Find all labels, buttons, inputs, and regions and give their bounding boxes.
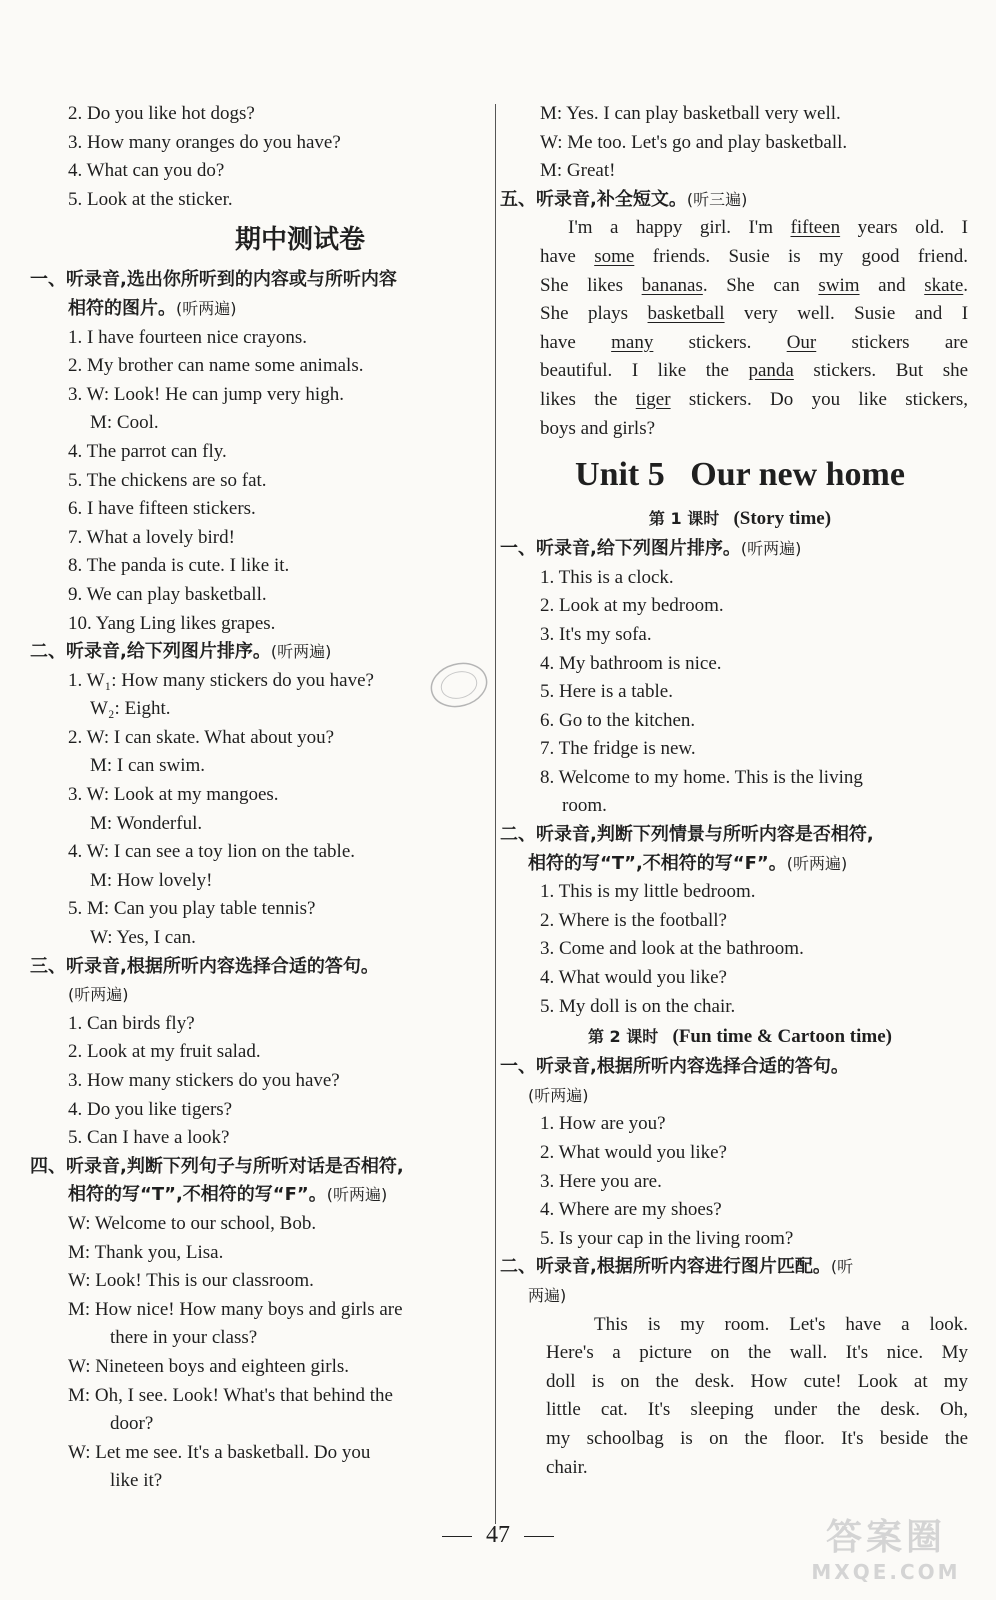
page-number: 47: [0, 1522, 996, 1549]
dialog-line: W: Me too. Let's go and play basketball.: [540, 131, 848, 153]
list-item: 3. W: Look at my mangoes.: [68, 784, 279, 806]
list-item: 1. I have fourteen nice crayons.: [68, 326, 307, 348]
list-item: 2. My brother can name some animals.: [68, 355, 364, 377]
watermark-text: 答案圈: [825, 1517, 946, 1558]
section-note: 两遍): [528, 1285, 567, 1305]
list-item: 4. My bathroom is nice.: [540, 652, 722, 674]
list-item: 4. What would you like?: [540, 967, 727, 989]
list-item: 7. The fridge is new.: [540, 738, 696, 760]
list-item: 2. Where is the football?: [540, 909, 727, 931]
list-item: M: Cool.: [90, 412, 159, 434]
list-item: W: Yes, I can.: [90, 927, 196, 949]
list-item: 3. How many oranges do you have?: [68, 131, 341, 153]
list-item: 5. Look at the sticker.: [68, 188, 233, 210]
stamp-icon: [428, 660, 490, 710]
list-item: 4. Where are my shoes?: [540, 1199, 722, 1221]
list-item: 6. Go to the kitchen.: [540, 709, 696, 731]
list-item: 5. Here is a table.: [540, 681, 673, 703]
exam-title: 期中测试卷: [234, 225, 365, 256]
list-item: 10. Yang Ling likes grapes.: [68, 612, 276, 634]
list-item: 5. The chickens are so fat.: [68, 469, 267, 491]
section-heading-cont: 相符的写“T”,不相符的写“F”。(听两遍): [528, 852, 848, 874]
answer-word: tiger: [635, 388, 671, 410]
section-heading: 二、听录音,给下列图片排序。(听两遍): [30, 641, 332, 663]
list-item: 5. M: Can you play table tennis?: [68, 898, 316, 920]
answer-word: basketball: [647, 303, 725, 325]
answer-word: Our: [786, 331, 817, 353]
answer-word: skate: [924, 274, 964, 296]
section-heading: 一、听录音,给下列图片排序。(听两遍): [500, 538, 802, 560]
list-item: 8. Welcome to my home. This is the living: [540, 766, 863, 788]
dialog-line: M: How nice! How many boys and girls are: [68, 1298, 403, 1320]
dialog-line: M: Yes. I can play basketball very well.: [540, 103, 841, 124]
matching-passage: This is my room. Let's have a look. Here's a picture on the wall. It's nice. My doll is on the desk. How cute! Look at my little cat. It's sleeping under the desk. Oh, my schoolbag is on the floor. It's beside the chair.: [546, 1313, 968, 1478]
list-item: 7. What a lovely bird!: [68, 526, 235, 548]
list-item: 2. What would you like?: [540, 1142, 727, 1163]
dialog-line: M: Oh, I see. Look! What's that behind the: [68, 1384, 393, 1406]
section-note: (听两遍): [68, 985, 129, 1005]
left-column: [30, 100, 490, 1496]
section-heading: 一、听录音,根据所听内容选择合适的答句。: [500, 1056, 849, 1078]
list-item: 1. How are you?: [540, 1113, 666, 1135]
answer-word: bananas: [641, 274, 703, 296]
list-item: M: I can swim.: [90, 755, 206, 777]
list-item: 3. W: Look! He can jump very high.: [68, 383, 344, 405]
dialog-line: there in your class?: [110, 1327, 258, 1349]
list-item: M: How lovely!: [90, 869, 213, 891]
list-item: 1. W₁: How many stickers do you have?: [68, 669, 374, 691]
answer-word: swim: [818, 274, 860, 296]
list-item: 5. My doll is on the chair.: [540, 995, 736, 1017]
unit-title: Unit 5 Our new home: [575, 456, 905, 494]
answer-word: some: [594, 245, 635, 267]
watermark-url: MXQE.COM: [811, 1560, 961, 1584]
list-item: 2. Look at my bedroom.: [540, 595, 724, 617]
list-item: room.: [562, 795, 607, 817]
section-heading: 一、听录音,选出你所听到的内容或与所听内容: [30, 269, 397, 291]
dialog-line: W: Look! This is our classroom.: [68, 1270, 314, 1292]
list-item: 1. This is my little bedroom.: [540, 881, 756, 903]
column-divider: [495, 104, 496, 1524]
watermark-logo: [796, 1516, 976, 1586]
list-item: 2. W: I can skate. What about you?: [68, 726, 335, 748]
lesson-heading: 第 1 课时 (Story time): [648, 508, 832, 530]
list-item: 3. Here you are.: [540, 1170, 662, 1192]
lesson-heading: 第 2 课时 (Fun time & Cartoon time): [587, 1026, 893, 1048]
dialog-line: door?: [110, 1413, 154, 1435]
answer-word: panda: [748, 360, 794, 382]
answer-word: many: [611, 331, 654, 353]
section-heading: 三、听录音,根据所听内容选择合适的答句。: [30, 955, 379, 977]
list-item: 9. We can play basketball.: [68, 583, 267, 605]
dialog-line: like it?: [110, 1470, 163, 1492]
list-item: 1. Can birds fly?: [68, 1012, 195, 1034]
section-heading: 二、听录音,根据所听内容进行图片匹配。(听: [500, 1256, 854, 1278]
list-item: 4. Do you like tigers?: [68, 1098, 233, 1120]
list-item: 5. Is your cap in the living room?: [540, 1227, 794, 1249]
list-item: 8. The panda is cute. I like it.: [68, 555, 290, 577]
list-item: 3. Come and look at the bathroom.: [540, 938, 804, 960]
list-item: 3. How many stickers do you have?: [68, 1070, 340, 1091]
right-column: [500, 100, 969, 1482]
list-item: 4. The parrot can fly.: [68, 440, 227, 462]
dialog-line: M: Thank you, Lisa.: [68, 1241, 224, 1263]
list-item: 4. W: I can see a toy lion on the table.: [68, 841, 356, 863]
section-heading-cont: 相符的图片。(听两遍): [68, 297, 237, 319]
section-heading-cont: 相符的写“T”,不相符的写“F”。(听两遍): [68, 1184, 388, 1206]
list-item: 6. I have fifteen stickers.: [68, 498, 256, 520]
list-item: 2. Look at my fruit salad.: [68, 1041, 261, 1063]
list-item: M: Wonderful.: [90, 812, 203, 834]
list-item: 5. Can I have a look?: [68, 1127, 230, 1149]
section-heading: 二、听录音,判断下列情景与所听内容是否相符,: [500, 824, 874, 846]
section-heading: 四、听录音,判断下列句子与所听对话是否相符,: [30, 1155, 404, 1177]
dialog-line: W: Welcome to our school, Bob.: [68, 1212, 317, 1234]
section-heading: 五、听录音,补全短文。(听三遍): [500, 188, 748, 210]
list-item: 1. This is a clock.: [540, 566, 674, 588]
list-item: 2. Do you like hot dogs?: [68, 103, 255, 124]
dialog-line: M: Great!: [540, 160, 616, 182]
answer-word: fifteen: [790, 217, 841, 239]
dialog-line: W: Nineteen boys and eighteen girls.: [68, 1355, 350, 1377]
list-item: 3. It's my sofa.: [540, 623, 652, 645]
list-item: W₂: Eight.: [90, 698, 171, 720]
dialog-line: W: Let me see. It's a basketball. Do you: [68, 1441, 371, 1463]
cloze-passage: I'm a happy girl. I'm fifteen years old. I have some friends. Susie is my good friend. She likes bananas. She can swim and skate. She plays basketball very well. Susie and I have many stickers. Our stickers are beautiful. I like the panda stickers. But she likes the tiger stickers. Do you like stickers, boys and girls?: [540, 217, 969, 439]
section-note: (听两遍): [528, 1085, 589, 1105]
list-item: 4. What can you do?: [68, 160, 225, 182]
